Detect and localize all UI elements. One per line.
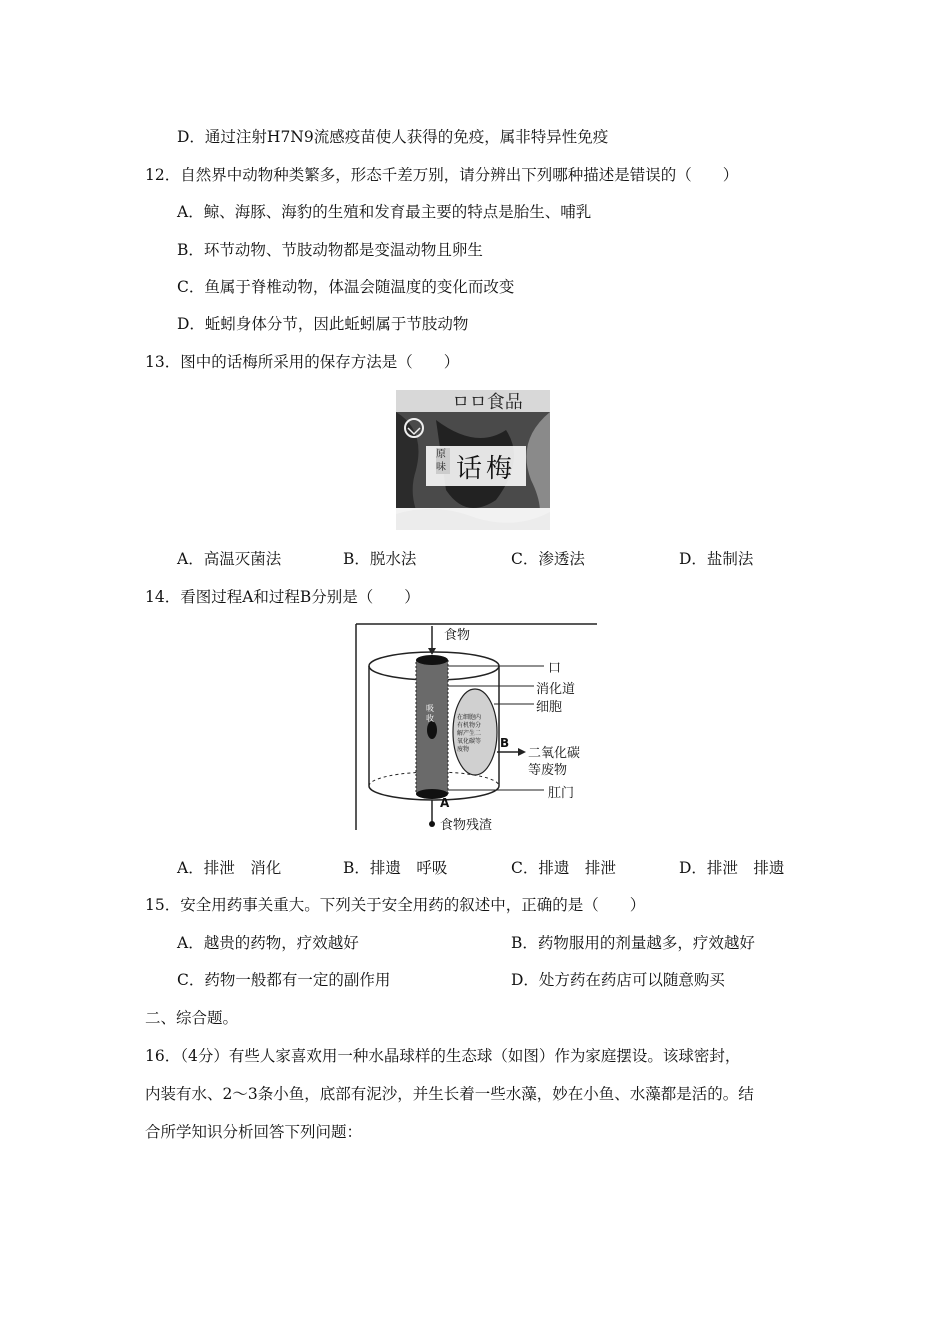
q13-stem: 13．图中的话梅所采用的保存方法是（ ） <box>145 353 460 371</box>
package-big-label: 话梅 <box>456 454 517 484</box>
process-b-label: B <box>500 736 510 750</box>
q13-option-b: B．脱水法 <box>343 550 417 568</box>
q15-option-d: D．处方药在药店可以随意购买 <box>511 971 725 989</box>
section-heading: 二、综合题。 <box>145 1009 239 1027</box>
package-top-text: ㅁㅁ食品 <box>452 392 523 413</box>
waste-label-1: 二氧化碳 <box>528 746 581 761</box>
q16-line-1: 16．（4分）有些人家喜欢用一种水晶球样的生态球（如图）作为家庭摆设。该球密封， <box>145 1047 741 1065</box>
q12-option-b: B．环节动物、节肢动物都是变温动物且卵生 <box>177 241 483 259</box>
digestion-diagram <box>354 622 599 832</box>
q15-option-a: A．越贵的药物，疗效越好 <box>177 934 359 952</box>
residue-label: 食物残渣 <box>440 818 493 833</box>
absorb-label: 吸收 <box>426 704 434 723</box>
q15-stem: 15．安全用药事关重大。下列关于安全用药的叙述中，正确的是（ ） <box>145 896 646 914</box>
package-small-label: 原味 <box>436 448 450 474</box>
q11-option-d: D．通过注射H7N9流感疫苗使人获得的免疫，属非特异性免疫 <box>177 128 609 146</box>
q13-option-c: C．渗透法 <box>511 550 585 568</box>
q12-stem: 12．自然界中动物种类繁多，形态千差万别，请分辨出下列哪种描述是错误的（ ） <box>145 166 739 184</box>
digestive-tract-label: 消化道 <box>536 682 576 697</box>
mouth-label: 口 <box>548 661 562 676</box>
q16-line-2: 内装有水、2～3条小鱼，底部有泥沙，并生长着一些水藻，妙在小鱼、水藻都是活的。结 <box>145 1085 754 1103</box>
q14-stem: 14．看图过程A和过程B分别是（ ） <box>145 588 420 606</box>
cell-label: 细胞 <box>536 700 563 715</box>
q15-option-c: C．药物一般都有一定的副作用 <box>177 971 391 989</box>
q12-option-a: A．鲸、海豚、海豹的生殖和发育最主要的特点是胎生、哺乳 <box>177 203 592 221</box>
q15-option-b: B．药物服用的剂量越多，疗效越好 <box>511 934 755 952</box>
q13-option-a: A．高温灭菌法 <box>177 550 282 568</box>
q14-option-b: B．排遗 呼吸 <box>343 859 448 877</box>
food-label: 食物 <box>444 628 471 643</box>
q12-option-c: C．鱼属于脊椎动物，体温会随温度的变化而改变 <box>177 278 515 296</box>
q14-option-d: D．排泄 排遗 <box>679 859 785 877</box>
q14-option-c: C．排遗 排泄 <box>511 859 616 877</box>
q14-option-a: A．排泄 消化 <box>177 859 282 877</box>
q16-line-3: 合所学知识分析回答下列问题： <box>145 1123 363 1141</box>
process-a-label: A <box>440 796 450 810</box>
anus-label: 肛门 <box>548 786 575 801</box>
q12-option-d: D．蚯蚓身体分节，因此蚯蚓属于节肢动物 <box>177 315 469 333</box>
q13-option-d: D．盐制法 <box>679 550 754 568</box>
cell-process-text: 在细胞内 有机物分 解产生二 氧化碳等 废物 <box>457 714 482 753</box>
waste-label-2: 等废物 <box>528 763 568 778</box>
preserved-plum-photo <box>396 390 550 530</box>
